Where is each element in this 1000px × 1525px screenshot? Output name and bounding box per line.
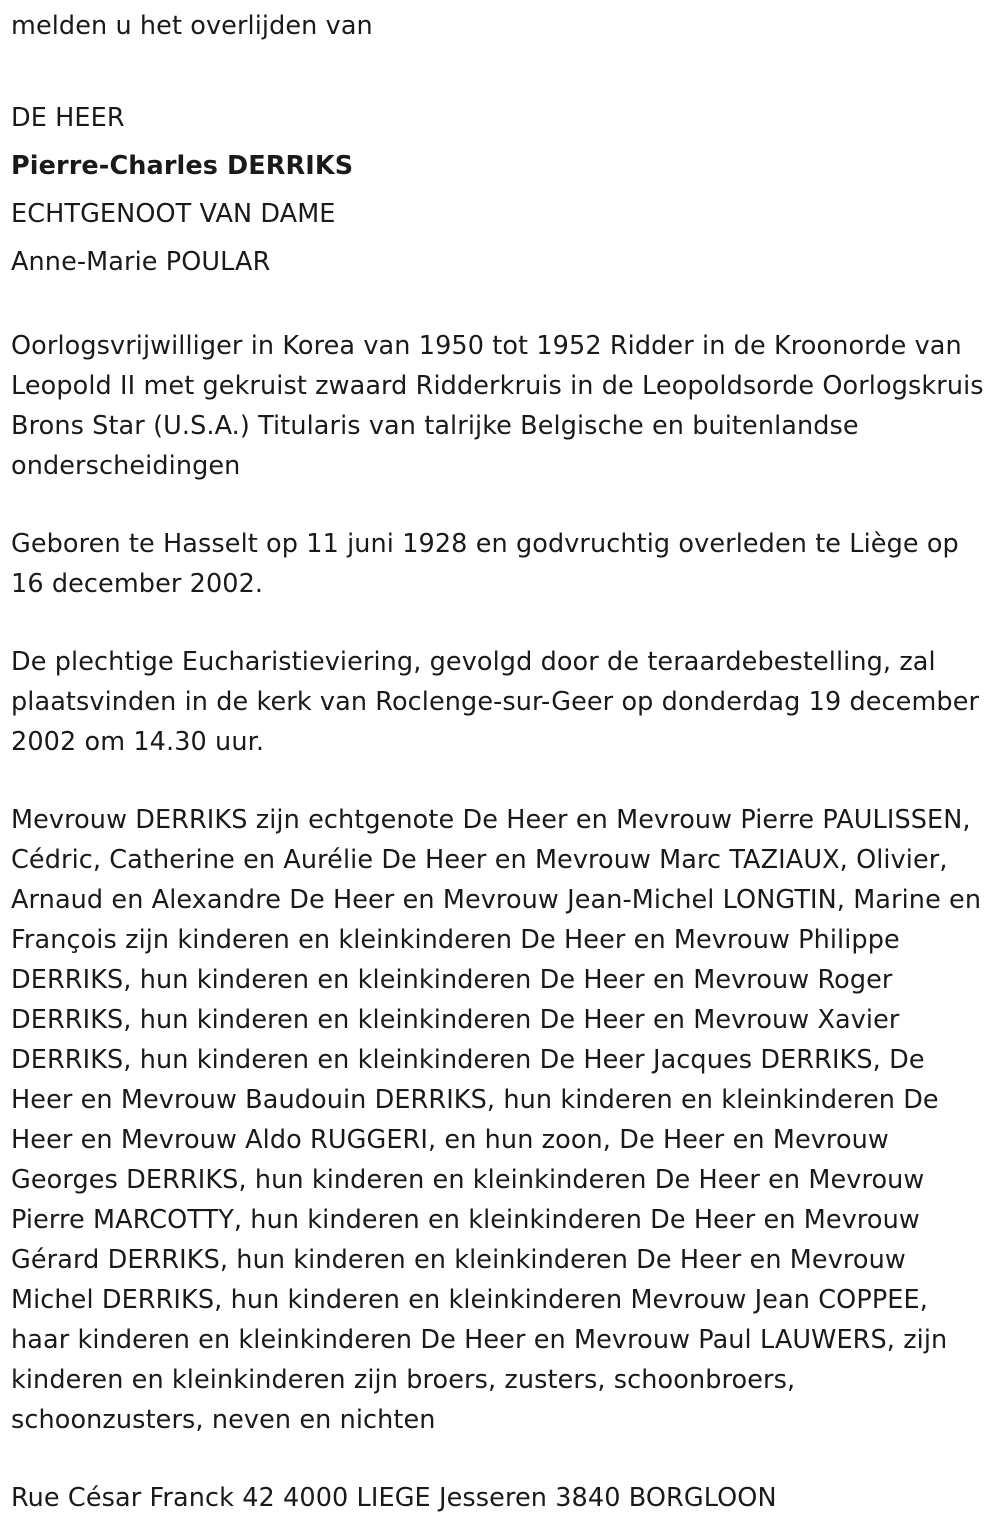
spouse-label: ECHTGENOOT VAN DAME <box>11 199 336 229</box>
deceased-title: DE HEER <box>11 103 125 133</box>
honors-paragraph: Oorlogsvrijwilliger in Korea van 1950 tot 1952 Ridder in de Kroonorde van Leopold II met gekruist zwaard Ridderkruis in de Leopoldsorde Oorlogskruis Brons Star (U.S.A.) Titularis van talrijke Belgische en buitenlandse onderscheidingen <box>11 331 984 481</box>
intro-text: melden u het overlijden van <box>11 11 373 41</box>
birth-death-paragraph: Geboren te Hasselt op 11 juni 1928 en godvruchtig overleden te Liège op 16 december 2002. <box>11 529 959 599</box>
deceased-name: Pierre-Charles DERRIKS <box>11 151 354 181</box>
addresses-paragraph: Rue César Franck 42 4000 LIEGE Jesseren 3840 BORGLOON <box>11 1483 777 1513</box>
family-paragraph: Mevrouw DERRIKS zijn echtgenote De Heer en Mevrouw Pierre PAULISSEN, Cédric, Catherine en Aurélie De Heer en Mevrouw Marc TAZIAUX, Olivier, Arnaud en Alexandre De Heer en Mevrouw Jean-Michel LONGTIN, Marine en François zijn kinderen en kleinkinderen De Heer en Mevrouw Philippe DERRIKS, hun kinderen en kleinkinderen De Heer en Mevrouw Roger DERRIKS, hun kinderen en kleinkinderen De Heer en Mevrouw Xavier DERRIKS, hun kinderen en kleinkinderen De Heer Jacques DERRIKS, De Heer en Mevrouw Baudouin DERRIKS, hun kinderen en kleinkinderen De Heer en Mevrouw Aldo RUGGERI, en hun zoon, De Heer en Mevrouw Georges DERRIKS, hun kinderen en kleinkinderen De Heer en Mevrouw Pierre MARCOTTY, hun kinderen en kleinkinderen De Heer en Mevrouw Gérard DERRIKS, hun kinderen en kleinkinderen De Heer en Mevrouw Michel DERRIKS, hun kinderen en kleinkinderen Mevrouw Jean COPPEE, haar kinderen en kleinkinderen De Heer en Mevrouw Paul LAUWERS, zijn kinderen en kleinkinderen zijn broers, zusters, schoonbroers, schoonzusters, neven en nichten <box>11 805 982 1435</box>
spouse-name: Anne-Marie POULAR <box>11 247 271 277</box>
funeral-paragraph: De plechtige Eucharistieviering, gevolgd door de teraardebestelling, zal plaatsvinden in de kerk van Roclenge-sur-Geer op donderdag 19 december 2002 om 14.30 uur. <box>11 647 980 757</box>
deceased-block <box>11 94 990 286</box>
